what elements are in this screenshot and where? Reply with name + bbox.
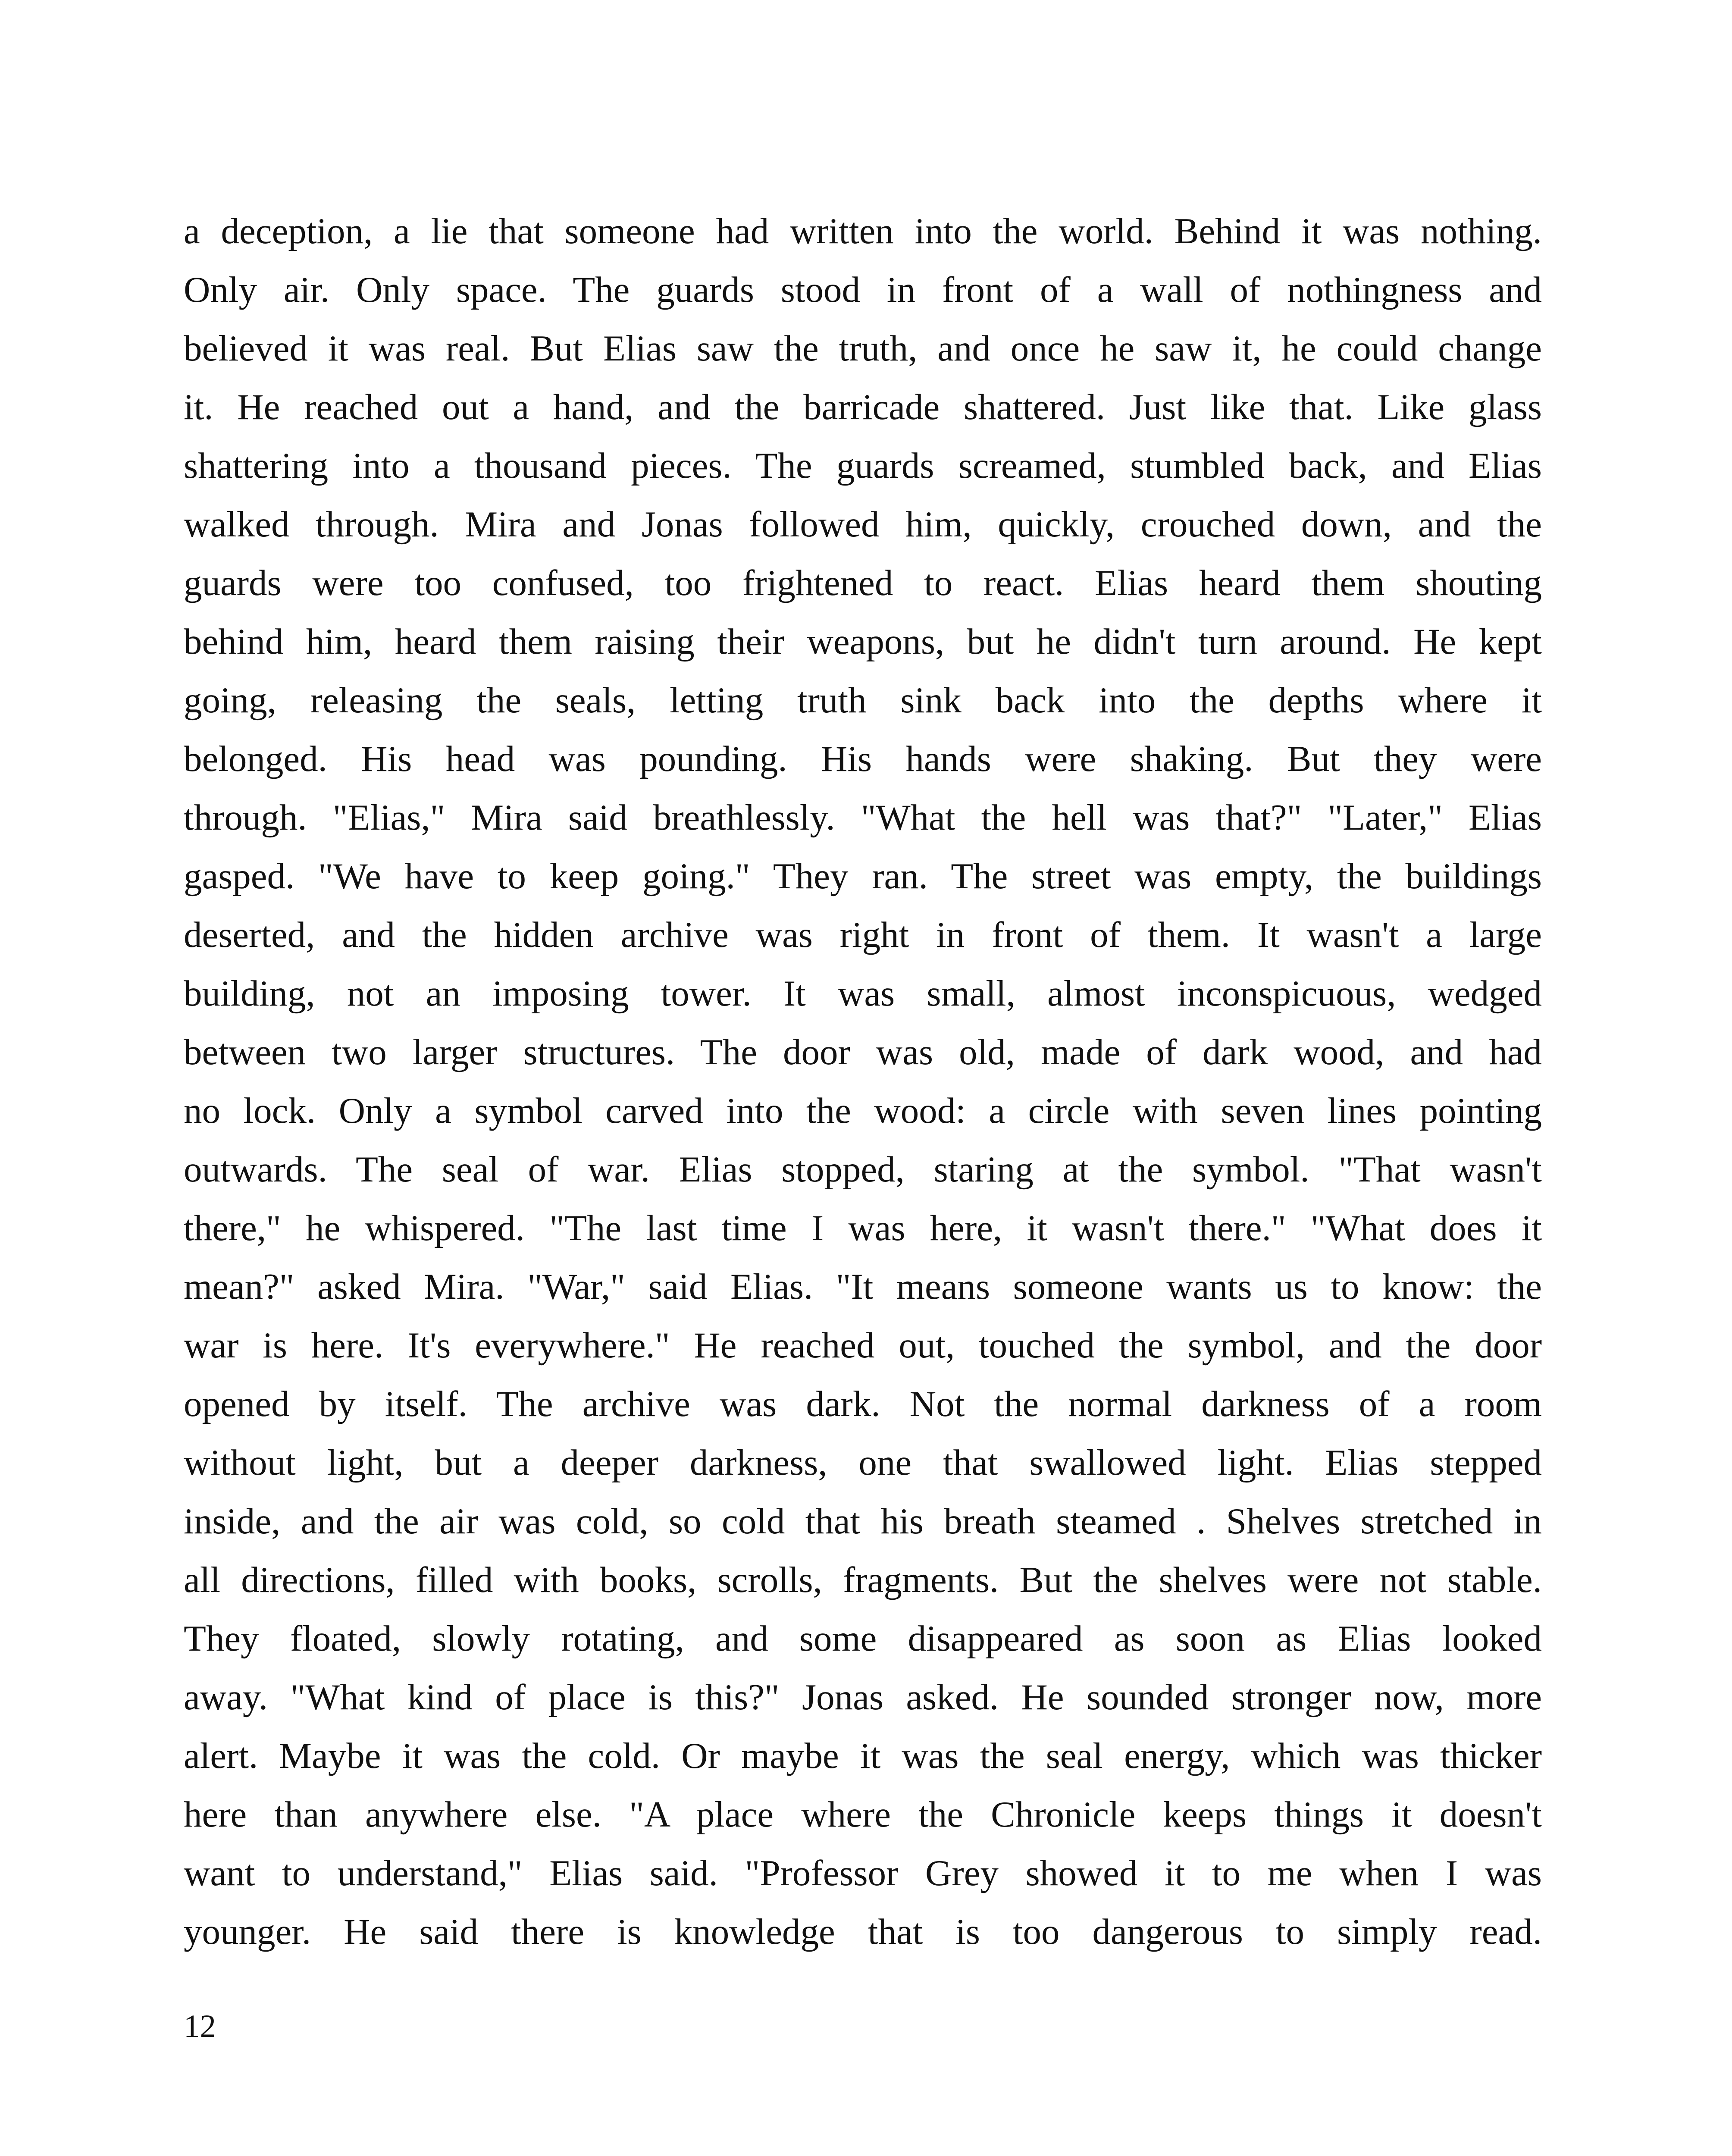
page-number: 12 xyxy=(184,2009,216,2044)
text-line: shattering into a thousand pieces. The guards screamed, stumbled back, and Elias xyxy=(184,445,1542,486)
text-line: war is here. It's everywhere." He reached out, touched the symbol, and the door xyxy=(184,1325,1542,1366)
text-line: younger. He said there is knowledge that is too dangerous to simply read. xyxy=(184,1912,1542,1952)
text-line: Only air. Only space. The guards stood in front of a wall of nothingness and xyxy=(184,270,1542,310)
body-text xyxy=(184,202,1542,1961)
text-line: no lock. Only a symbol carved into the wood: a circle with seven lines pointing xyxy=(184,1091,1542,1131)
text-line: a deception, a lie that someone had written into the world. Behind it was nothing. xyxy=(184,211,1542,251)
text-line: without light, but a deeper darkness, one that swallowed light. Elias stepped xyxy=(184,1442,1542,1483)
text-line: there," he whispered. "The last time I was here, it wasn't there." "What does it xyxy=(184,1208,1542,1248)
text-line: all directions, filled with books, scrolls, fragments. But the shelves were not stable. xyxy=(184,1560,1542,1600)
text-line: want to understand," Elias said. "Professor Grey showed it to me when I was xyxy=(184,1853,1542,1893)
text-line: mean?" asked Mira. "War," said Elias. "It means someone wants us to know: the xyxy=(184,1266,1542,1307)
text-line: believed it was real. But Elias saw the truth, and once he saw it, he could change xyxy=(184,328,1542,369)
text-line: alert. Maybe it was the cold. Or maybe it was the seal energy, which was thicker xyxy=(184,1736,1542,1776)
text-line: They floated, slowly rotating, and some disappeared as soon as Elias looked xyxy=(184,1618,1542,1659)
text-line: building, not an imposing tower. It was small, almost inconspicuous, wedged xyxy=(184,973,1542,1014)
text-line: away. "What kind of place is this?" Jonas asked. He sounded stronger now, more xyxy=(184,1677,1542,1717)
text-line: through. "Elias," Mira said breathlessly. "What the hell was that?" "Later," Elias xyxy=(184,797,1542,838)
text-line: going, releasing the seals, letting truth sink back into the depths where it xyxy=(184,680,1542,721)
text-line: walked through. Mira and Jonas followed him, quickly, crouched down, and the xyxy=(184,504,1542,545)
text-line: outwards. The seal of war. Elias stopped, staring at the symbol. "That wasn't xyxy=(184,1149,1542,1190)
text-line: guards were too confused, too frightened to react. Elias heard them shouting xyxy=(184,563,1542,603)
text-line: here than anywhere else. "A place where the Chronicle keeps things it doesn't xyxy=(184,1794,1542,1835)
text-line: opened by itself. The archive was dark. Not the normal darkness of a room xyxy=(184,1384,1542,1424)
text-line: behind him, heard them raising their weapons, but he didn't turn around. He kept xyxy=(184,621,1542,662)
text-line: gasped. "We have to keep going." They ran. The street was empty, the buildings xyxy=(184,856,1542,896)
text-line: it. He reached out a hand, and the barricade shattered. Just like that. Like glass xyxy=(184,387,1542,427)
text-line: deserted, and the hidden archive was right in front of them. It wasn't a large xyxy=(184,915,1542,955)
text-line: between two larger structures. The door was old, made of dark wood, and had xyxy=(184,1032,1542,1072)
text-line: inside, and the air was cold, so cold that his breath steamed . Shelves stretched in xyxy=(184,1501,1542,1542)
text-line: belonged. His head was pounding. His hands were shaking. But they were xyxy=(184,739,1542,779)
